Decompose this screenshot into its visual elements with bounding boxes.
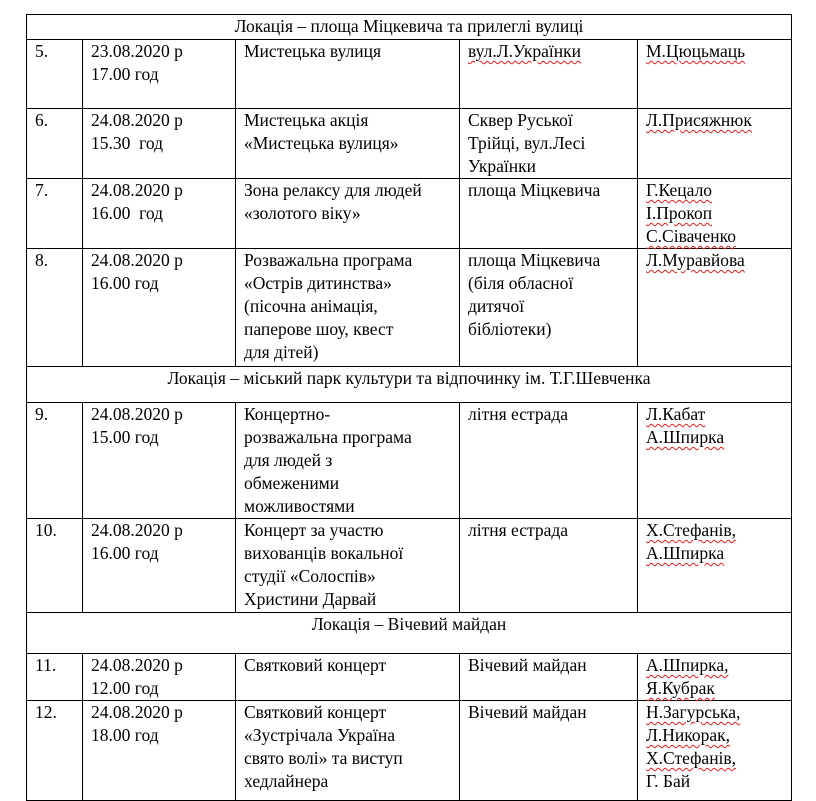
place-cell [460,403,638,519]
event-line: Концерт за участю [244,520,384,540]
location-header-row [27,367,792,403]
time: 15.30 год [91,133,164,153]
date: 24.08.2020 р [91,655,183,675]
responsible-name: С.Сіваченко [646,226,736,246]
place-cell [460,249,638,367]
event-line: обмеженими [244,473,340,493]
event-line: Мистецька акція [244,110,369,130]
responsible-name: А.Шпирка [646,427,725,447]
row-number: 10. [27,519,83,613]
event-line: Святковий концерт [244,655,387,675]
responsible-name: Г.Кецало [646,180,713,200]
table-row [27,40,792,109]
location-header-row [27,613,792,654]
event-line: хедлайнера [244,771,329,791]
date-time-cell [83,701,236,801]
responsible-name: Н.Загурська, [646,702,741,722]
place-line: (біля обласної [468,273,574,293]
responsible-name: Л.Кабат [646,404,706,424]
date: 24.08.2020 р [91,404,183,424]
row-number: 12. [27,701,83,801]
row-number: 5. [27,40,83,109]
event-cell [236,519,460,613]
event-line: для дітей) [244,342,319,362]
event-line: вихованців вокальної [244,543,404,563]
responsible-name: А.Шпирка, [646,655,729,675]
location-header: Локація – міський парк культури та відпочинку ім. Т.Г.Шевченка [27,367,792,403]
event-line: «Мистецька вулиця» [244,133,399,153]
responsible-cell [638,519,792,613]
event-cell [236,654,460,701]
row-number: 6. [27,109,83,179]
responsible-name: Я.Кубрак [646,678,715,698]
date-time-cell [83,40,236,109]
event-line: для людей з [244,450,333,470]
place-line: Українки [468,156,536,176]
date: 24.08.2020 р [91,702,183,722]
event-line: студії «Солоспів» [244,566,376,586]
event-line: можливостями [244,496,355,516]
place-line: літня естрада [468,520,569,540]
time: 18.00 год [91,725,159,745]
place-line: літня естрада [468,404,569,424]
event-line: (пісочна анімація, [244,296,378,316]
responsible-name: Л.Присяжнюк [646,110,752,130]
responsible-cell [638,249,792,367]
time: 16.00 год [91,543,159,563]
table-row [27,109,792,179]
event-line: розважальна програма [244,427,412,447]
event-line: Зона релаксу для людей [244,180,422,200]
date: 24.08.2020 р [91,250,183,270]
event-line: Розважальна програма [244,250,413,270]
responsible-name: Л.Муравйова [646,250,745,270]
table-row [27,249,792,367]
date-time-cell [83,109,236,179]
responsible-name: Л.Никорак, [646,725,731,745]
event-cell [236,249,460,367]
place-cell [460,179,638,249]
responsible-name: А.Шпирка [646,543,725,563]
event-cell [236,40,460,109]
place-line: Трійці, вул.Лесі [468,133,586,153]
date: 23.08.2020 р [91,41,183,61]
place-cell [460,109,638,179]
time: 17.00 год [91,64,159,84]
event-line: Мистецька вулиця [244,41,381,61]
responsible-name: М.Цюцьмаць [646,41,746,61]
table-row [27,519,792,613]
date-time-cell [83,403,236,519]
table-row [27,403,792,519]
place-cell [460,40,638,109]
location-header-row [27,15,792,40]
event-schedule-table [26,14,792,801]
date-time-cell [83,249,236,367]
place-line: дитячої [468,296,525,316]
event-cell [236,403,460,519]
location-header: Локація – Вічевий майдан [27,613,792,654]
place-line: Вічевий майдан [468,702,587,722]
place-line: вул.Л.Українки [468,41,581,61]
event-cell [236,109,460,179]
date-time-cell [83,179,236,249]
place-line: Вічевий майдан [468,655,587,675]
responsible-cell [638,179,792,249]
row-number: 11. [27,654,83,701]
place-line: площа Міцкевича [468,250,601,270]
time: 16.00 год [91,203,164,223]
time: 16.00 год [91,273,159,293]
place-line: бібліотеки) [468,319,552,339]
event-line: Святковий концерт [244,702,387,722]
responsible-name: І.Прокоп [646,203,713,223]
date: 24.08.2020 р [91,520,183,540]
place-line: Сквер Руської [468,110,573,130]
location-header: Локація – площа Міцкевича та прилеглі вулиці [27,15,792,40]
responsible-cell [638,654,792,701]
table-row [27,701,792,801]
event-line: Христини Дарвай [244,589,377,609]
event-cell [236,701,460,801]
responsible-name: Х.Стефанів, [646,520,737,540]
event-line: «Острів дитинства» [244,273,392,293]
place-cell [460,654,638,701]
time: 15.00 год [91,427,159,447]
row-number: 7. [27,179,83,249]
responsible-name: Г. Бай [646,771,691,791]
responsible-cell [638,40,792,109]
responsible-cell [638,403,792,519]
event-line: «Зустрічала Україна [244,725,395,745]
event-line: паперове шоу, квест [244,319,394,339]
date-time-cell [83,654,236,701]
event-line: «золотого віку» [244,203,361,223]
date: 24.08.2020 р [91,110,183,130]
responsible-cell [638,109,792,179]
date: 24.08.2020 р [91,180,183,200]
table-row [27,654,792,701]
row-number: 9. [27,403,83,519]
event-cell [236,179,460,249]
place-cell [460,519,638,613]
responsible-name: Х.Стефанів, [646,748,737,768]
place-cell [460,701,638,801]
responsible-cell [638,701,792,801]
time: 12.00 год [91,678,159,698]
place-line: площа Міцкевича [468,180,601,200]
event-line: Концертно- [244,404,331,424]
event-line: свято волі» та виступ [244,748,403,768]
row-number: 8. [27,249,83,367]
date-time-cell [83,519,236,613]
table-row [27,179,792,249]
